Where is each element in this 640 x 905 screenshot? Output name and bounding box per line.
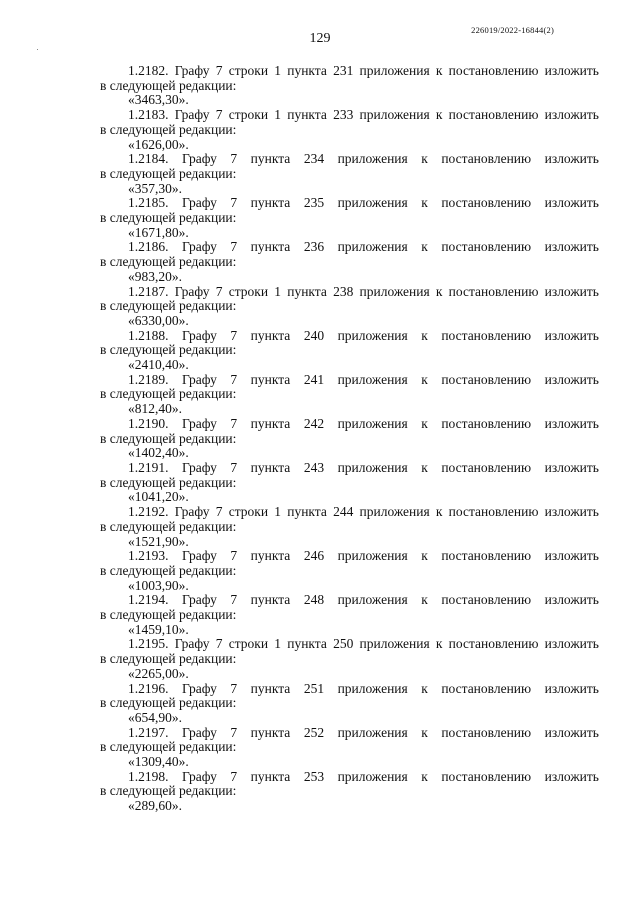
instruction-word: пункта [287,283,327,299]
instruction-word: к [421,239,428,255]
instruction-word: изложить [544,504,599,520]
instruction-word: пункта [250,239,291,255]
instruction-word: Графу [174,283,210,299]
instruction-word: постановлению [448,283,539,299]
amendments-list [100,64,599,814]
instruction-word: постановлению [441,327,532,343]
instruction-word: 7 [230,459,238,475]
instruction-word: к [421,327,428,343]
instruction-word: 1.2187. [128,283,169,299]
instruction-word: пункта [287,107,327,123]
amendment-value: «1041,20». [128,489,189,505]
instruction-word: пункта [250,415,291,431]
amendment-item [100,64,599,108]
amendment-instruction [100,373,599,388]
instruction-word: 1 [274,636,282,652]
instruction-word: Графу [182,768,217,784]
instruction-word: строки [228,504,269,520]
amendment-instruction [100,637,599,652]
instruction-word: пункта [250,592,291,608]
instruction-word: Графу [182,680,217,696]
instruction-word: к [421,724,428,740]
instruction-word: 7 [215,504,223,520]
amendment-instruction [100,682,599,697]
amendment-instruction [100,108,599,123]
amendment-suffix: в следующей редакции: [100,165,237,181]
instruction-word: 233 [333,107,354,123]
instruction-word: приложения [337,151,408,167]
instruction-word: приложения [337,592,408,608]
amendment-item [100,637,599,681]
instruction-word: изложить [544,636,599,652]
amendment-suffix: в следующей редакции: [100,607,237,623]
instruction-word: Графу [182,195,217,211]
instruction-word: 1.2183. [128,107,169,123]
instruction-word: Графу [174,63,210,78]
instruction-word: к [435,636,443,652]
instruction-word: постановлению [441,195,532,211]
instruction-word: Графу [174,504,210,520]
amendment-value: «289,60». [128,798,182,814]
instruction-word: 1 [274,504,282,520]
amendment-value: «3463,30». [128,92,189,108]
instruction-word: 1.2184. [128,151,169,167]
instruction-word: изложить [544,680,599,696]
amendment-instruction [100,152,599,167]
instruction-word: Графу [174,107,210,123]
instruction-word: 7 [215,107,223,123]
instruction-word: 236 [303,239,325,255]
amendment-suffix: в следующей редакции: [100,386,237,402]
amendment-suffix: в следующей редакции: [100,474,237,490]
instruction-word: 7 [215,63,223,78]
instruction-word: изложить [544,592,599,608]
instruction-word: постановлению [448,636,539,652]
instruction-word: приложения [337,548,408,564]
instruction-word: постановлению [441,768,532,784]
instruction-word: 7 [230,680,238,696]
instruction-word: Графу [182,415,217,431]
instruction-word: Графу [182,371,217,387]
amendment-value: «1671,80». [128,224,189,240]
amendment-value: «1626,00». [128,136,189,152]
instruction-word: Графу [182,151,217,167]
instruction-word: изложить [544,415,599,431]
instruction-word: 242 [303,415,325,431]
instruction-word: 1.2198. [128,768,169,784]
instruction-word: строки [228,283,269,299]
amendment-value: «654,90». [128,709,182,725]
scan-speck [37,49,38,50]
instruction-word: к [435,283,443,299]
instruction-word: к [435,504,443,520]
instruction-word: приложения [337,724,408,740]
instruction-word: постановлению [441,680,532,696]
instruction-word: пункта [250,151,291,167]
instruction-word: приложения [359,107,430,123]
instruction-word: 1.2182. [128,63,169,78]
amendment-instruction [100,461,599,476]
instruction-word: 1.2194. [128,592,169,608]
amendment-item [100,417,599,461]
instruction-word: постановлению [441,459,532,475]
instruction-word: 7 [230,239,238,255]
amendment-value: «6330,00». [128,312,189,328]
amendment-value: «1459,10». [128,621,189,637]
instruction-word: пункта [287,636,327,652]
instruction-word: к [421,415,428,431]
instruction-word: к [421,195,428,211]
instruction-word: изложить [544,371,599,387]
instruction-word: 231 [333,63,354,78]
instruction-word: 234 [303,151,325,167]
amendment-item [100,770,599,814]
amendment-item [100,373,599,417]
amendment-item [100,461,599,505]
instruction-word: Графу [182,327,217,343]
amendment-suffix: в следующей редакции: [100,562,237,578]
instruction-word: изложить [544,327,599,343]
instruction-word: 1 [274,63,282,78]
amendment-suffix: в следующей редакции: [100,342,237,358]
instruction-word: Графу [182,724,217,740]
amendment-item [100,285,599,329]
amendment-item [100,152,599,196]
instruction-word: 251 [303,680,325,696]
amendment-value: «1003,90». [128,577,189,593]
instruction-word: 241 [303,371,325,387]
amendment-instruction [100,329,599,344]
amendment-instruction [100,285,599,300]
amendment-instruction [100,417,599,432]
instruction-word: 7 [230,415,238,431]
instruction-word: 1 [274,107,282,123]
instruction-word: 252 [303,724,325,740]
instruction-word: Графу [182,239,217,255]
amendment-item [100,108,599,152]
amendment-suffix: в следующей редакции: [100,518,237,534]
amendment-item [100,726,599,770]
instruction-word: 1.2188. [128,327,169,343]
instruction-word: 1.2193. [128,548,169,564]
instruction-word: Графу [182,592,217,608]
instruction-word: 1.2197. [128,724,169,740]
amendment-suffix: в следующей редакции: [100,430,237,446]
instruction-word: постановлению [441,151,532,167]
instruction-word: 7 [230,151,238,167]
instruction-word: 244 [333,504,354,520]
instruction-word: пункта [250,371,291,387]
page-number: 129 [309,31,331,46]
instruction-word: пункта [250,548,291,564]
instruction-word: приложения [337,327,408,343]
instruction-word: пункта [287,63,327,78]
instruction-word: 1.2192. [128,504,169,520]
instruction-word: 7 [230,768,238,784]
instruction-word: постановлению [441,724,532,740]
instruction-word: изложить [544,107,599,123]
instruction-word: к [421,680,428,696]
instruction-word: постановлению [441,239,532,255]
instruction-word: приложения [337,195,408,211]
amendment-instruction [100,593,599,608]
amendment-instruction [100,505,599,520]
instruction-word: постановлению [448,107,539,123]
instruction-word: пункта [287,504,327,520]
instruction-word: постановлению [441,371,532,387]
instruction-word: изложить [544,548,599,564]
instruction-word: пункта [250,724,291,740]
instruction-word: изложить [544,768,599,784]
instruction-word: изложить [544,151,599,167]
instruction-word: 246 [303,548,325,564]
instruction-word: 7 [230,592,238,608]
instruction-word: пункта [250,768,291,784]
instruction-word: 1.2191. [128,459,169,475]
instruction-word: 7 [215,636,223,652]
instruction-word: 7 [230,371,238,387]
instruction-word: 1.2189. [128,371,169,387]
amendment-suffix: в следующей редакции: [100,121,237,137]
instruction-word: приложения [337,680,408,696]
amendment-suffix: в следующей редакции: [100,651,237,667]
instruction-word: изложить [544,283,599,299]
instruction-word: 7 [230,724,238,740]
amendment-suffix: в следующей редакции: [100,254,237,270]
instruction-word: изложить [544,63,599,78]
instruction-word: пункта [250,327,291,343]
amendment-suffix: в следующей редакции: [100,77,237,93]
instruction-word: приложения [359,636,430,652]
amendment-item [100,549,599,593]
instruction-word: пункта [250,195,291,211]
instruction-word: постановлению [441,592,532,608]
instruction-word: 7 [215,283,223,299]
amendment-value: «1402,40». [128,445,189,461]
amendment-instruction [100,64,599,79]
amendment-value: «2410,40». [128,357,189,373]
amendment-value: «357,30». [128,180,182,196]
instruction-word: постановлению [448,63,539,78]
amendment-value: «1309,40». [128,754,189,770]
amendment-instruction [100,196,599,211]
instruction-word: к [421,459,428,475]
instruction-word: приложения [359,504,430,520]
amendment-instruction [100,240,599,255]
instruction-word: пункта [250,680,291,696]
instruction-word: к [435,107,443,123]
instruction-word: 248 [303,592,325,608]
instruction-word: 7 [230,327,238,343]
instruction-word: приложения [359,63,430,78]
instruction-word: к [421,548,428,564]
amendment-suffix: в следующей редакции: [100,210,237,226]
instruction-word: изложить [544,195,599,211]
amendment-value: «983,20». [128,268,182,284]
amendment-suffix: в следующей редакции: [100,298,237,314]
instruction-word: 253 [303,768,325,784]
instruction-word: строки [228,107,269,123]
instruction-word: постановлению [441,415,532,431]
amendment-suffix: в следующей редакции: [100,739,237,755]
instruction-word: Графу [182,548,217,564]
instruction-word: постановлению [441,548,532,564]
instruction-word: к [421,592,428,608]
amendment-value: «1521,90». [128,533,189,549]
instruction-word: приложения [337,371,408,387]
amendment-instruction [100,770,599,785]
instruction-word: Графу [182,459,217,475]
amendment-instruction [100,549,599,564]
amendment-item [100,196,599,240]
document-id: 226019/2022-16844(2) [471,25,554,35]
amendment-item [100,593,599,637]
instruction-word: 243 [303,459,325,475]
instruction-word: 235 [303,195,325,211]
amendment-value: «812,40». [128,401,182,417]
instruction-word: 240 [303,327,325,343]
instruction-word: к [435,63,443,78]
amendment-value: «2265,00». [128,665,189,681]
instruction-word: Графу [174,636,210,652]
instruction-word: 238 [333,283,354,299]
instruction-word: 1 [274,283,282,299]
instruction-word: приложения [337,768,408,784]
instruction-word: приложения [337,459,408,475]
instruction-word: пункта [250,459,291,475]
amendment-instruction [100,726,599,741]
instruction-word: 7 [230,195,238,211]
amendment-item [100,240,599,284]
instruction-word: постановлению [448,504,539,520]
instruction-word: к [421,768,428,784]
instruction-word: изложить [544,459,599,475]
instruction-word: 250 [333,636,354,652]
instruction-word: строки [228,636,269,652]
amendment-suffix: в следующей редакции: [100,695,237,711]
instruction-word: 1.2185. [128,195,169,211]
instruction-word: 7 [230,548,238,564]
instruction-word: строки [228,63,269,78]
amendment-item [100,329,599,373]
instruction-word: к [421,151,428,167]
amendment-suffix: в следующей редакции: [100,783,237,799]
instruction-word: 1.2190. [128,415,169,431]
instruction-word: к [421,371,428,387]
instruction-word: 1.2186. [128,239,169,255]
instruction-word: 1.2195. [128,636,169,652]
amendment-item [100,682,599,726]
instruction-word: 1.2196. [128,680,169,696]
amendment-item [100,505,599,549]
instruction-word: приложения [337,239,408,255]
instruction-word: изложить [544,724,599,740]
instruction-word: изложить [544,239,599,255]
instruction-word: приложения [359,283,430,299]
instruction-word: приложения [337,415,408,431]
